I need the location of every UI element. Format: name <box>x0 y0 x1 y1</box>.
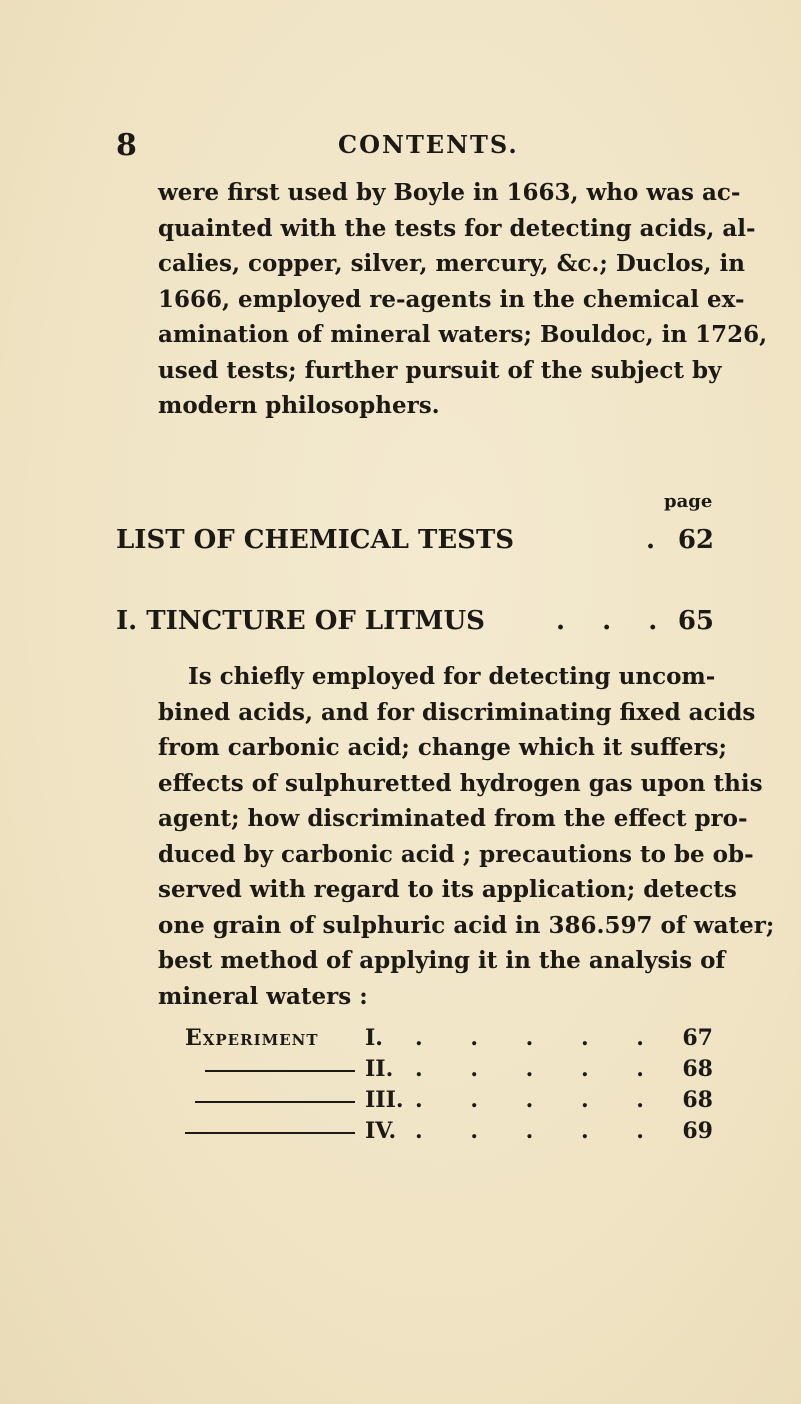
text-line: used tests; further pursuit of the subject by <box>158 356 722 384</box>
toc-entry-title: I. TINCTURE OF LITMUS <box>116 606 485 636</box>
experiment-number: III. <box>365 1087 404 1113</box>
text-line: best method of applying it in the analysis of <box>158 947 726 974</box>
ditto-dash <box>185 1132 355 1134</box>
page-column-label: page <box>664 491 713 512</box>
text-line: agent; how discriminated from the effect pro- <box>158 805 748 832</box>
text-line: quainted with the tests for detecting acids, al- <box>158 214 756 242</box>
page-number: 8 <box>116 128 137 163</box>
leader-dots: . . . <box>556 606 672 636</box>
text-line: amination of mineral waters; Bouldoc, in 1726, <box>158 321 768 348</box>
experiment-row <box>185 1087 713 1117</box>
toc-entry-title: LIST OF CHEMICAL TESTS <box>116 525 515 555</box>
toc-entry-list-of-tests <box>116 525 714 559</box>
text-line: duced by carbonic acid ; precautions to be ob- <box>158 840 754 868</box>
toc-entry-litmus <box>116 606 714 640</box>
text-line: were first used by Boyle in 1663, who was ac- <box>158 179 741 206</box>
leader-dots: . . . . . <box>415 1056 664 1082</box>
experiment-page: 68 <box>682 1056 713 1082</box>
text-line: 1666, employed re-agents in the chemical ex- <box>158 285 745 313</box>
text-line: effects of sulphuretted hydrogen gas upon this <box>158 769 763 797</box>
experiment-number: IV. <box>365 1118 397 1144</box>
text-line: served with regard to its application; detects <box>158 876 737 903</box>
experiment-number: I. <box>365 1025 383 1051</box>
ditto-dash <box>205 1070 355 1072</box>
experiment-number: II. <box>365 1056 394 1082</box>
ditto-dash <box>195 1101 355 1103</box>
running-head: CONTENTS. <box>338 130 519 159</box>
text-line: from carbonic acid; change which it suffers; <box>158 734 728 761</box>
litmus-description <box>158 659 775 1014</box>
experiment-row <box>185 1056 713 1086</box>
toc-entry-page: 62 <box>677 525 714 555</box>
intro-paragraph <box>158 175 768 424</box>
text-line: one grain of sulphuric acid in 386.597 of water; <box>158 911 775 939</box>
text-line: mineral waters : <box>158 982 368 1010</box>
leader-dots: . <box>646 525 670 555</box>
text-line: bined acids, and for discriminating fixed acids <box>158 698 756 726</box>
experiment-label: Experiment <box>185 1025 319 1051</box>
leader-dots: . . . . . <box>415 1087 664 1113</box>
experiment-page: 68 <box>682 1087 713 1113</box>
experiment-row <box>185 1118 713 1148</box>
leader-dots: . . . . . <box>415 1025 664 1051</box>
text-line: calies, copper, silver, mercury, &c.; Duclos, in <box>158 250 746 277</box>
toc-entry-page: 65 <box>677 606 714 636</box>
leader-dots: . . . . . <box>415 1118 664 1144</box>
experiment-page: 67 <box>682 1025 713 1051</box>
experiment-page: 69 <box>682 1118 713 1144</box>
text-line: modern philosophers. <box>158 392 440 419</box>
text-line: Is chiefly employed for detecting uncom- <box>188 663 716 690</box>
experiment-row <box>185 1025 713 1055</box>
